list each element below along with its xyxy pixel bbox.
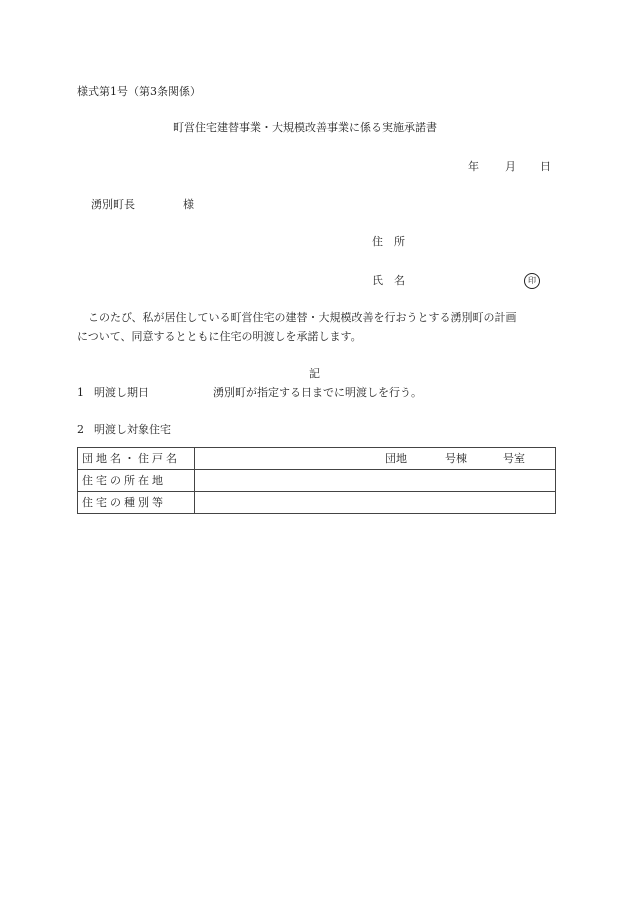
item1-number: 1 bbox=[77, 386, 84, 399]
item1-value: 湧別町が指定する日までに明渡しを行う。 bbox=[213, 386, 422, 399]
item1-label: 明渡し期日 bbox=[94, 386, 149, 399]
document-title: 町営住宅建替事業・大規模改善事業に係る実施承諾書 bbox=[173, 121, 437, 134]
table-row bbox=[78, 492, 556, 514]
goto-label: 号棟 bbox=[445, 451, 467, 465]
name-label: 氏 名 bbox=[372, 274, 405, 287]
seal-mark: 印 bbox=[524, 273, 540, 289]
addressee-name: 湧別町長 bbox=[91, 198, 135, 211]
ki-heading: 記 bbox=[309, 367, 320, 380]
row-header: 住宅の種別等 bbox=[78, 492, 195, 514]
form-number: 様式第1号（第3条関係） bbox=[77, 85, 201, 98]
address-label: 住 所 bbox=[372, 235, 405, 248]
housing-table bbox=[77, 447, 556, 514]
table-row bbox=[78, 448, 556, 470]
type-cell[interactable] bbox=[195, 492, 556, 514]
item2-number: 2 bbox=[77, 423, 84, 436]
housing-name-cell[interactable] bbox=[195, 448, 556, 470]
row-header: 団地名・住戸名 bbox=[78, 448, 195, 470]
body-line-2: について、同意するとともに住宅の明渡しを承諾します。 bbox=[77, 330, 362, 343]
danchi-label: 団地 bbox=[385, 451, 407, 465]
location-cell[interactable] bbox=[195, 470, 556, 492]
item2-label: 明渡し対象住宅 bbox=[94, 423, 171, 436]
date-year: 年 bbox=[468, 160, 479, 173]
table-row bbox=[78, 470, 556, 492]
addressee-honorific: 様 bbox=[183, 198, 194, 211]
date-day: 日 bbox=[540, 160, 551, 173]
goshitsu-label: 号室 bbox=[503, 451, 525, 465]
row-header: 住宅の所在地 bbox=[78, 470, 195, 492]
date-month: 月 bbox=[505, 160, 516, 173]
body-line-1: このたび、私が居住している町営住宅の建替・大規模改善を行おうとする湧別町の計画 bbox=[77, 311, 517, 324]
